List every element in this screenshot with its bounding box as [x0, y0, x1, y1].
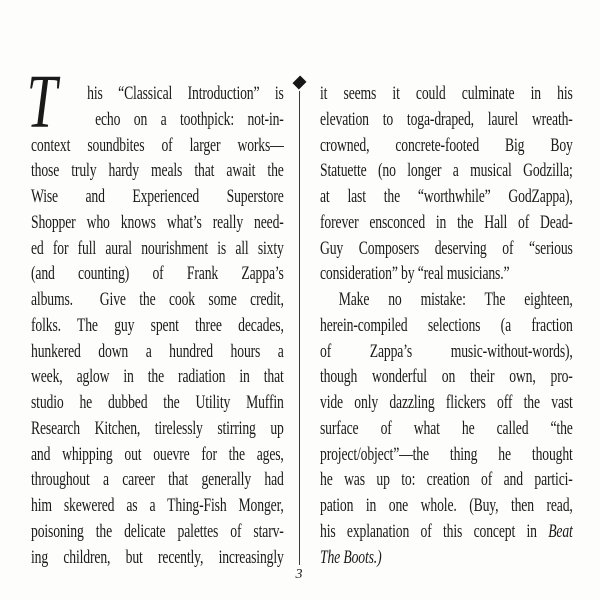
text-line — [320, 210, 573, 236]
text-line — [320, 133, 573, 159]
text-run: (and counting) of Frank Zappa’s — [31, 263, 284, 285]
text-line — [320, 493, 573, 519]
italic-text-run: The Boots.) — [320, 546, 382, 568]
text-line — [31, 467, 284, 493]
text-run: Guy Composers deserving of “serious — [320, 237, 573, 259]
text-run: crowned, concrete-footed Big Boy — [320, 134, 573, 156]
text-line — [320, 287, 573, 313]
text-line — [31, 158, 284, 184]
text-line — [320, 364, 573, 390]
text-run: though wonderful on their own, pro- — [320, 366, 573, 388]
text-run: surface of what he called “the — [320, 417, 573, 439]
text-run: project/object”—the thing he thought — [320, 443, 573, 465]
text-line — [31, 133, 284, 159]
text-run: poisoning the delicate palettes of starv- — [31, 520, 284, 542]
text-run: and whipping out ouevre for the ages, — [31, 443, 284, 465]
text-line — [320, 339, 573, 365]
text-line — [31, 287, 284, 313]
text-line — [31, 210, 284, 236]
text-run: pation in one whole. (Buy, then read, — [320, 495, 573, 516]
column-divider-rule — [299, 91, 300, 565]
text-line — [31, 545, 284, 571]
page-number: 3 — [295, 567, 303, 582]
text-line — [31, 81, 284, 107]
text-run: it seems it could culminate in his — [320, 83, 573, 104]
text-line — [31, 236, 284, 262]
text-run: consideration” by “real musicians.” — [320, 263, 510, 285]
text-run: his explanation of this concept in — [320, 520, 549, 542]
text-line — [320, 81, 573, 107]
text-run: Research Kitchen, tirelessly stirring up — [31, 417, 284, 439]
right-column-text — [320, 81, 573, 570]
text-line — [320, 545, 573, 571]
text-line — [320, 442, 573, 468]
text-run: throughout a career that generally had — [31, 469, 284, 491]
text-line — [31, 107, 284, 133]
text-run: context soundbites of larger works— — [31, 134, 284, 156]
text-line — [31, 184, 284, 210]
text-run: those truly hardy meals that await the — [31, 160, 284, 182]
left-column-text — [26, 60, 284, 570]
diamond-ornament-icon — [292, 75, 306, 89]
text-run: Wise and Experienced Superstore — [31, 186, 284, 207]
text-run: echo on a toothpick: not-in- — [95, 108, 284, 130]
text-line — [320, 416, 573, 442]
text-run: at last the “worthwhile” GodZappa), — [320, 186, 573, 207]
text-run: of Zappa’s music-without-words), — [320, 340, 573, 362]
italic-text-run: Beat — [548, 520, 573, 542]
text-line — [320, 519, 573, 545]
text-run: ing children, but recently, increasingly — [31, 546, 284, 568]
text-run: hunkered down a hundred hours a — [31, 340, 284, 362]
text-line — [31, 493, 284, 519]
text-run: week, aglow in the radiation in that — [31, 366, 284, 388]
text-line — [320, 467, 573, 493]
text-run: Statuette (no longer a musical Godzilla; — [320, 160, 573, 182]
text-line — [31, 339, 284, 365]
text-run: albums. Give the cook some credit, — [31, 289, 284, 310]
text-run: Make no mistake: The eighteen, — [338, 289, 573, 310]
text-line — [31, 416, 284, 442]
text-line — [320, 184, 573, 210]
text-run: elevation to toga-draped, laurel wreath- — [320, 108, 573, 130]
text-run: his “Classical Introduction” is — [87, 83, 284, 104]
text-run: him skewered as a Thing-Fish Monger, — [31, 495, 284, 516]
text-line — [31, 261, 284, 287]
text-line — [320, 107, 573, 133]
text-line — [320, 313, 573, 339]
text-run: studio he dubbed the Utility Muffin — [31, 392, 284, 413]
text-run: herein-compiled selections (a fraction — [320, 314, 573, 336]
text-line — [320, 261, 573, 287]
text-run: folks. The guy spent three decades, — [31, 314, 284, 336]
text-line — [320, 236, 573, 262]
text-run: Shopper who knows what’s really need- — [31, 211, 284, 233]
text-run: forever ensconced in the Hall of Dead- — [320, 211, 573, 233]
text-line — [31, 442, 284, 468]
text-run: ed for full aural nourishment is all sixty — [31, 237, 284, 259]
text-line — [31, 519, 284, 545]
text-run: he was up to: creation of and partici- — [320, 469, 573, 491]
text-run: vide only dazzling flickers off the vast — [320, 392, 573, 413]
text-line — [31, 364, 284, 390]
text-line — [31, 313, 284, 339]
text-line — [320, 158, 573, 184]
drop-cap: T — [26, 60, 57, 144]
text-line — [31, 390, 284, 416]
left-text-column — [26, 60, 285, 576]
right-text-column — [320, 81, 574, 576]
text-line — [320, 390, 573, 416]
